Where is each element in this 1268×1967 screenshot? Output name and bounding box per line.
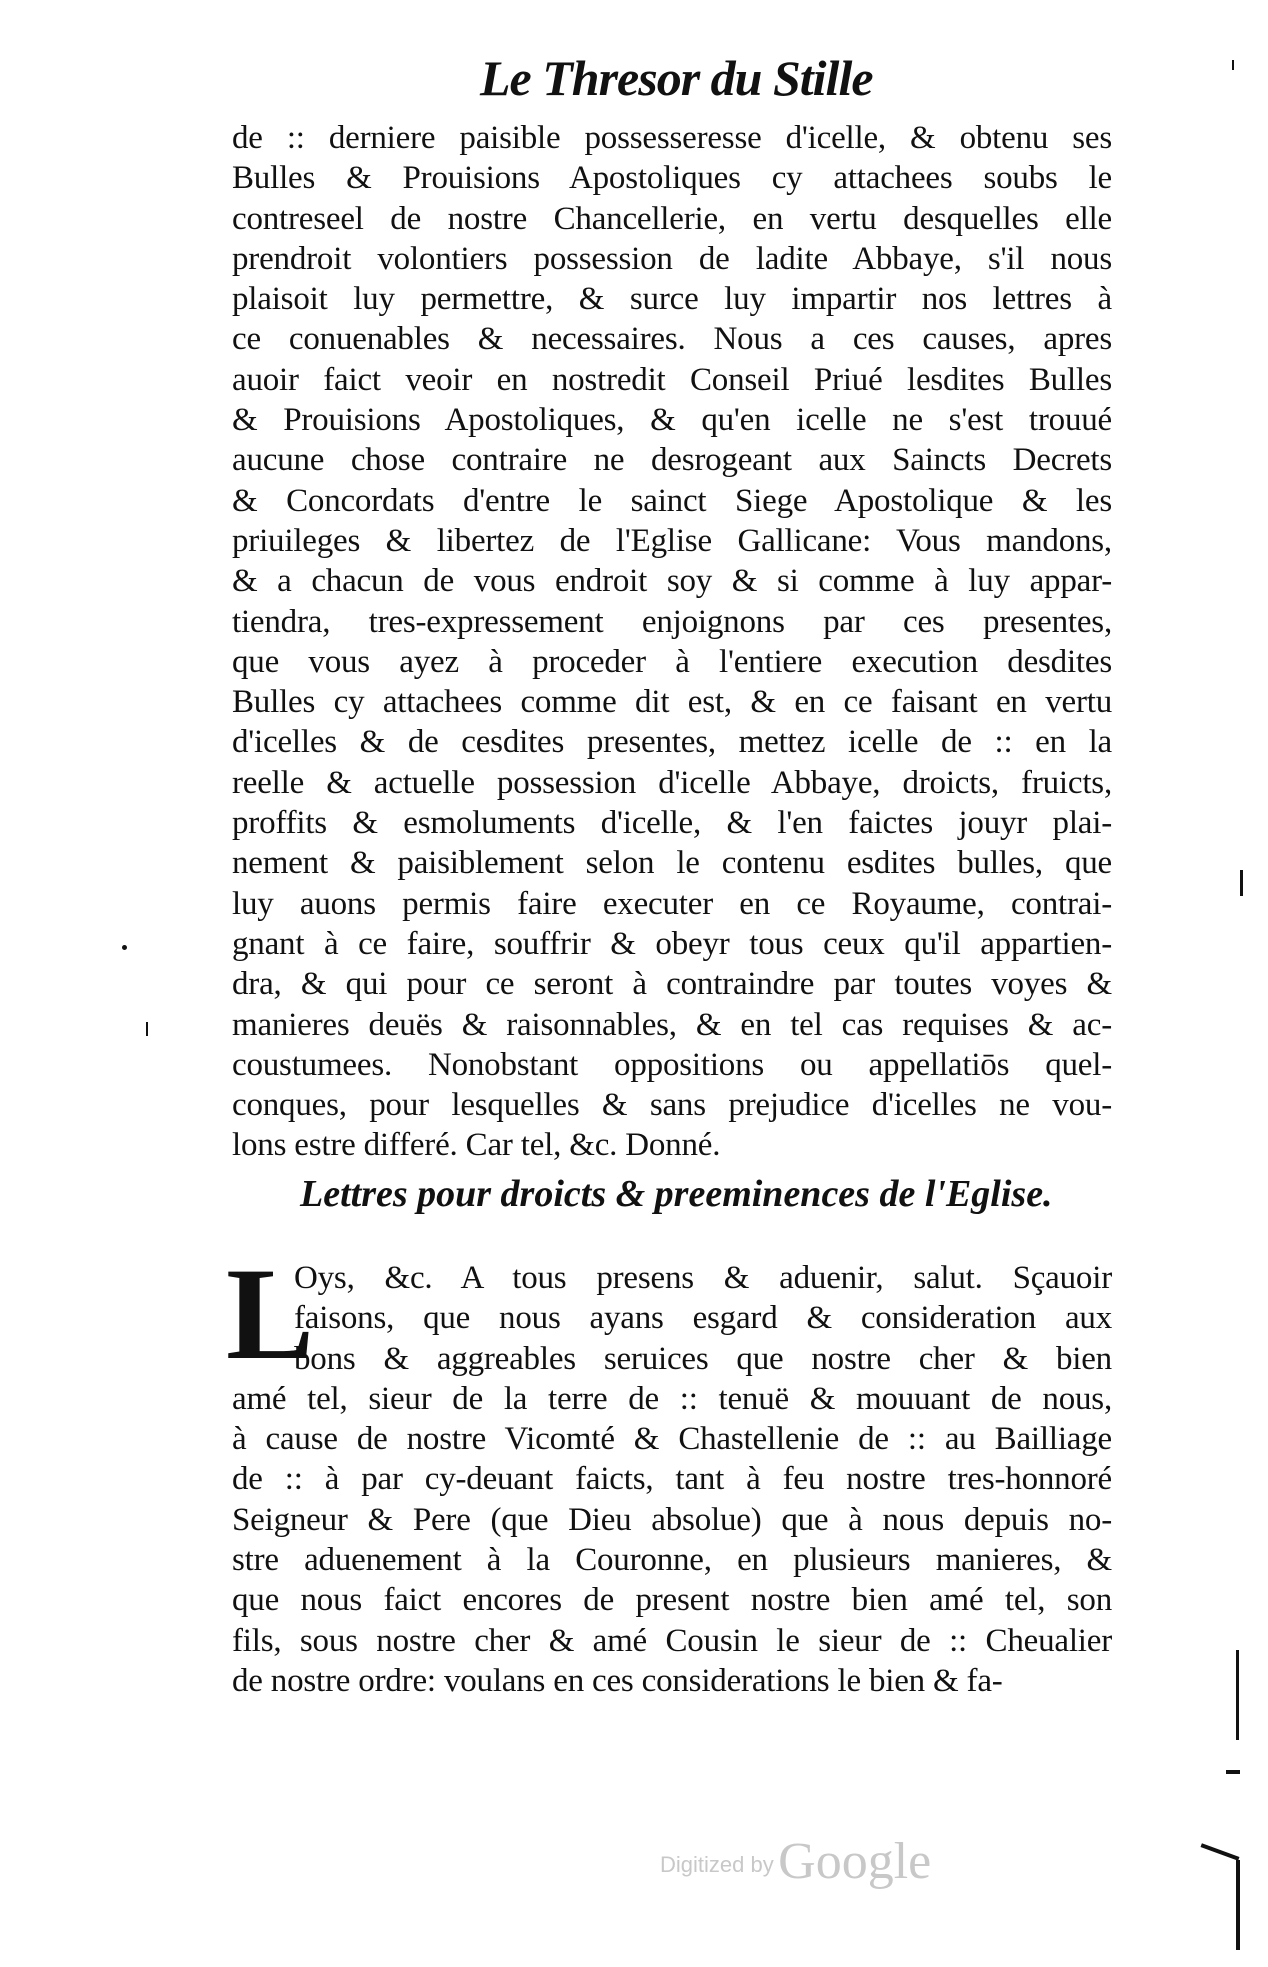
text-line: d'icelles & de cesdites presentes, mettez icelle de :: en la <box>232 724 1112 761</box>
letter-text-block <box>232 1258 1112 1701</box>
text-line: auoir faict veoir en nostredit Conseil Priué lesdites Bulles <box>232 361 1112 398</box>
text-line: dra, & qui pour ce seront à contraindre par toutes voyes & <box>232 966 1112 1003</box>
text-line: luy auons permis faire executer en ce Royaume, contrai- <box>232 885 1112 922</box>
text-line: Bulles & Prouisions Apostoliques cy attachees soubs le <box>232 160 1112 197</box>
scan-mark <box>1236 1860 1240 1950</box>
scan-mark <box>146 1022 148 1036</box>
text-line: & a chacun de vous endroit soy & si comme à luy appar- <box>232 563 1112 600</box>
text-line: nement & paisiblement selon le contenu esdites bulles, que <box>232 845 1112 882</box>
scan-mark <box>1240 870 1243 896</box>
scan-mark <box>1236 1650 1239 1740</box>
text-line: aucune chose contraire ne desrogeant aux Saincts Decrets <box>232 442 1112 479</box>
text-line: manieres deuës & raisonnables, & en tel cas requises & ac- <box>232 1006 1112 1043</box>
text-line: contreseel de nostre Chancellerie, en vertu desquelles elle <box>232 200 1112 237</box>
text-line: Seigneur & Pere (que Dieu absolue) que à nous depuis no- <box>232 1501 1112 1538</box>
text-line: reelle & actuelle possession d'icelle Abbaye, droicts, fruicts, <box>232 764 1112 801</box>
text-line: bons & aggreables seruices que nostre cher & bien <box>294 1340 1112 1377</box>
text-line: Bulles cy attachees comme dit est, & en ce faisant en vertu <box>232 684 1112 721</box>
text-line: coustumees. Nonobstant oppositions ou appellatiōs quel- <box>232 1046 1112 1083</box>
text-line: à cause de nostre Vicomté & Chastellenie de :: au Bailliage <box>232 1421 1112 1458</box>
text-line: tiendra, tres-expressement enjoignons par ces presentes, <box>232 603 1112 640</box>
text-line: de :: à par cy-deuant faicts, tant à feu nostre tres-honnoré <box>232 1461 1112 1498</box>
running-head: Le Thresor du Stille <box>480 50 873 106</box>
drop-cap: L <box>226 1240 315 1387</box>
scan-mark <box>122 945 127 950</box>
text-line: & Concordats d'entre le sainct Siege Apostolique & les <box>232 482 1112 519</box>
digitized-watermark <box>660 1832 931 1891</box>
text-line: priuileges & libertez de l'Eglise Gallicane: Vous mandons, <box>232 522 1112 559</box>
text-line: lons estre differé. Car tel, &c. Donné. <box>232 1127 721 1164</box>
watermark-logo-text: Google <box>778 1833 932 1890</box>
text-line: conques, pour lesquelles & sans prejudice d'icelles ne vou- <box>232 1087 1112 1124</box>
scan-mark <box>1201 1843 1240 1860</box>
scan-mark <box>1226 1770 1240 1774</box>
text-line: stre aduenement à la Couronne, en plusieurs manieres, & <box>232 1542 1112 1579</box>
continued-text-block <box>232 118 1112 1166</box>
text-line: proffits & esmoluments d'icelle, & l'en faictes jouyr plai- <box>232 805 1112 842</box>
section-title: Lettres pour droicts & preeminences de l'Eglise. <box>300 1173 1053 1215</box>
text-line: fils, sous nostre cher & amé Cousin le sieur de :: Cheualier <box>232 1622 1112 1659</box>
text-line: prendroit volontiers possession de ladite Abbaye, s'il nous <box>232 240 1112 277</box>
text-line: que nous faict encores de present nostre bien amé tel, son <box>232 1582 1112 1619</box>
text-line: de nostre ordre: voulans en ces considerations le bien & fa- <box>232 1662 1003 1699</box>
text-line: de :: derniere paisible possesseresse d'icelle, & obtenu ses <box>232 120 1112 156</box>
text-line: Oys, &c. A tous presens & aduenir, salut. Sçauoir <box>294 1260 1112 1296</box>
text-line: faisons, que nous ayans esgard & consideration aux <box>294 1300 1112 1337</box>
text-line: gnant à ce faire, souffrir & obeyr tous ceux qu'il appartien- <box>232 925 1112 962</box>
watermark-small-text: Digitized by <box>660 1852 774 1877</box>
text-line: & Prouisions Apostoliques, & qu'en icelle ne s'est trouué <box>232 402 1112 439</box>
text-line: amé tel, sieur de la terre de :: tenuë & mouuant de nous, <box>232 1380 1112 1417</box>
text-line: que vous ayez à proceder à l'entiere execution desdites <box>232 643 1112 680</box>
text-line: ce conuenables & necessaires. Nous a ces causes, apres <box>232 321 1112 358</box>
scan-mark <box>1232 60 1234 70</box>
text-line: plaisoit luy permettre, & surce luy impartir nos lettres à <box>232 281 1112 318</box>
